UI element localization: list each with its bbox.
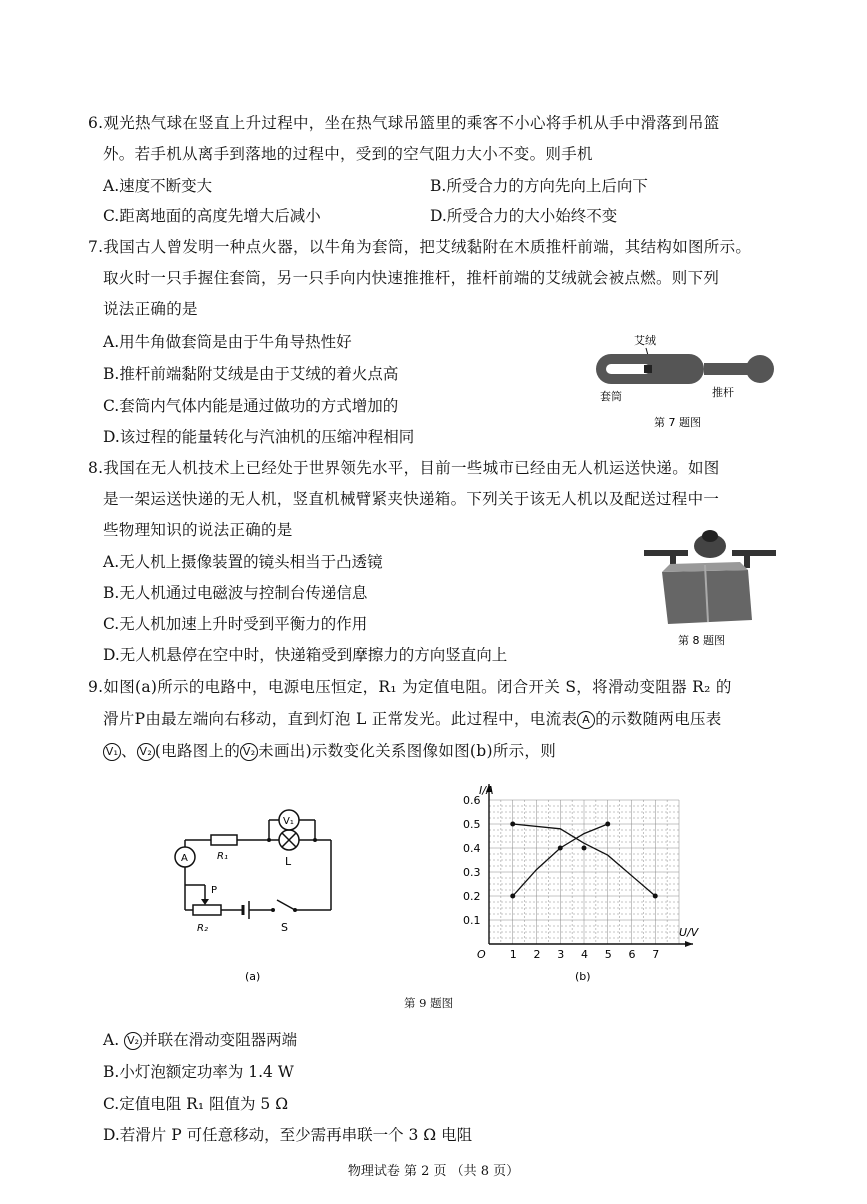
q7-option-d[interactable]: D.该过程的能量转化与汽油机的压缩冲程相同 — [103, 428, 415, 446]
pushrod-knob — [746, 355, 774, 383]
voltmeter-v1-symbol: V₁ — [103, 743, 121, 761]
circuit-sublabel: (a) — [245, 970, 261, 983]
q6-stem-line1: 6.观光热气球在竖直上升过程中，坐在热气球吊篮里的乘客不小心将手机从手中滑落到吊篮 — [88, 114, 720, 132]
data-point — [582, 846, 587, 851]
pushrod — [704, 363, 750, 375]
q6-option-d[interactable]: D.所受合力的大小始终不变 — [430, 207, 618, 225]
q6-option-c[interactable]: C.距离地面的高度先增大后减小 — [103, 207, 321, 225]
graph-xlabel: U/V — [679, 926, 699, 939]
y-tick-label: 0.5 — [463, 818, 481, 831]
q6-option-b[interactable]: B.所受合力的方向先向上后向下 — [430, 177, 648, 195]
resistor-r1 — [211, 835, 237, 845]
q8-option-a[interactable]: A.无人机上摄像装置的镜头相当于凸透镜 — [103, 553, 383, 571]
q7-figure-caption: 第 7 题图 — [654, 416, 701, 429]
lamp-label: L — [285, 855, 292, 868]
label-taotong: 套筒 — [600, 390, 622, 403]
q8-stem-line2: 是一架运送快递的无人机，竖直机械臂紧夹快递箱。下列关于该无人机以及配送过程中一 — [103, 490, 720, 508]
x-tick-label: 3 — [557, 948, 565, 961]
q8-figure-caption: 第 8 题图 — [678, 634, 725, 647]
y-tick-label: 0.1 — [463, 914, 481, 927]
graph-sublabel: (b) — [575, 970, 591, 983]
fire-piston-figure — [588, 326, 788, 436]
sleeve-bore — [606, 364, 650, 374]
data-point — [510, 822, 515, 827]
slider-label: P — [211, 885, 218, 896]
voltmeter-v2-option-symbol: V₂ — [124, 1032, 142, 1050]
x-tick-label: 4 — [581, 948, 588, 961]
data-point — [558, 846, 563, 851]
voltmeter-v2-symbol: V₂ — [137, 743, 155, 761]
x-tick-label: 5 — [604, 948, 612, 961]
data-point — [510, 894, 515, 899]
q7-stem-line2: 取火时一只手握住套筒，另一只手向内快速推推杆，推杆前端的艾绒就会被点燃。则下列 — [103, 269, 720, 287]
q9-option-a[interactable]: A. V₂ 并联在滑动变阻器两端 — [103, 1031, 298, 1049]
switch-label: S — [281, 921, 288, 934]
q8-option-d[interactable]: D.无人机悬停在空中时，快递箱受到摩擦力的方向竖直向上 — [103, 646, 508, 664]
page-footer: 物理试卷 第 2 页 （共 8 页） — [347, 1164, 520, 1179]
iu-graph — [455, 778, 705, 988]
q9-stem-line2: 滑片P由最左端向右移动，直到灯泡 L 正常发光。此过程中，电流表 A 的示数随两电压表 — [103, 710, 722, 728]
q8-option-b[interactable]: B.无人机通过电磁波与控制台传递信息 — [103, 584, 368, 602]
label-tuigan: 推杆 — [712, 386, 734, 399]
q9-option-b[interactable]: B.小灯泡额定功率为 1.4 W — [103, 1063, 294, 1081]
q8-stem-line1: 8.我国在无人机技术上已经处于世界领先水平，目前一些城市已经由无人机运送快递。如图 — [88, 459, 720, 477]
circuit-diagram — [165, 795, 345, 985]
y-tick-label: 0.6 — [463, 794, 481, 807]
graph-grid — [489, 800, 679, 944]
q9-stem-line3: V₁ 、 V₂ (电路图上的 V₂ 未画出)示数变化关系图像如图(b)所示，则 — [103, 741, 556, 761]
x-tick-label: 1 — [509, 948, 517, 961]
q9-figure-caption: 第 9 题图 — [404, 996, 454, 1010]
x-axis-arrow — [685, 941, 693, 947]
y-tick-label: 0.2 — [463, 890, 481, 903]
q8-option-c[interactable]: C.无人机加速上升时受到平衡力的作用 — [103, 615, 368, 633]
r2-label: R₂ — [197, 923, 208, 934]
graph-ylabel: I/A — [479, 784, 494, 797]
q8-stem-line3: 些物理知识的说法正确的是 — [103, 521, 293, 539]
graph-origin: O — [477, 948, 486, 961]
q6-option-a[interactable]: A.速度不断变大 — [103, 177, 213, 195]
rheostat-r2 — [193, 905, 221, 915]
ammeter-label: A — [181, 853, 188, 864]
q7-stem-line3: 说法正确的是 — [103, 300, 198, 318]
y-tick-label: 0.4 — [463, 842, 481, 855]
label-airong: 艾绒 — [634, 334, 656, 347]
q6-stem-line2: 外。若手机从离手到落地的过程中，受到的空气阻力大小不变。则手机 — [103, 145, 593, 163]
x-tick-label: 6 — [628, 948, 636, 961]
graph-axes — [486, 784, 693, 947]
q7-option-b[interactable]: B.推杆前端黏附艾绒是由于艾绒的着火点高 — [103, 365, 399, 383]
q9-option-c[interactable]: C.定值电阻 R₁ 阻值为 5 Ω — [103, 1095, 289, 1113]
switch-s — [277, 900, 295, 910]
voltmeter-v2-symbol-inline: V₂ — [240, 743, 258, 761]
tinder — [644, 365, 652, 373]
graph-ticks — [463, 794, 659, 961]
x-tick-label: 7 — [652, 948, 660, 961]
x-tick-label: 2 — [533, 948, 541, 961]
q7-stem-line1: 7.我国古人曾发明一种点火器，以牛角为套筒，把艾绒黏附在木质推杆前端，其结构如图所示。 — [88, 238, 752, 256]
q7-option-c[interactable]: C.套筒内气体内能是通过做功的方式增加的 — [103, 397, 399, 415]
drone-arm-right — [732, 550, 776, 556]
drone-figure — [640, 520, 780, 650]
r1-label: R₁ — [217, 851, 228, 862]
q9-stem-line1: 9.如图(a)所示的电路中，电源电压恒定，R₁ 为定值电阻。闭合开关 S，将滑动变阻器 R₂ 的 — [88, 678, 732, 696]
drone-camera — [702, 530, 718, 542]
q7-option-a[interactable]: A.用牛角做套筒是由于牛角导热性好 — [103, 333, 352, 351]
data-point — [653, 894, 658, 899]
data-point — [605, 822, 610, 827]
drone-clamp-right — [744, 554, 750, 568]
ammeter-symbol: A — [577, 711, 595, 729]
v1-label: V₁ — [283, 816, 294, 827]
q9-option-d[interactable]: D.若滑片 P 可任意移动，至少需再串联一个 3 Ω 电阻 — [103, 1126, 473, 1144]
y-tick-label: 0.3 — [463, 866, 481, 879]
drone-arm-left — [644, 550, 688, 556]
